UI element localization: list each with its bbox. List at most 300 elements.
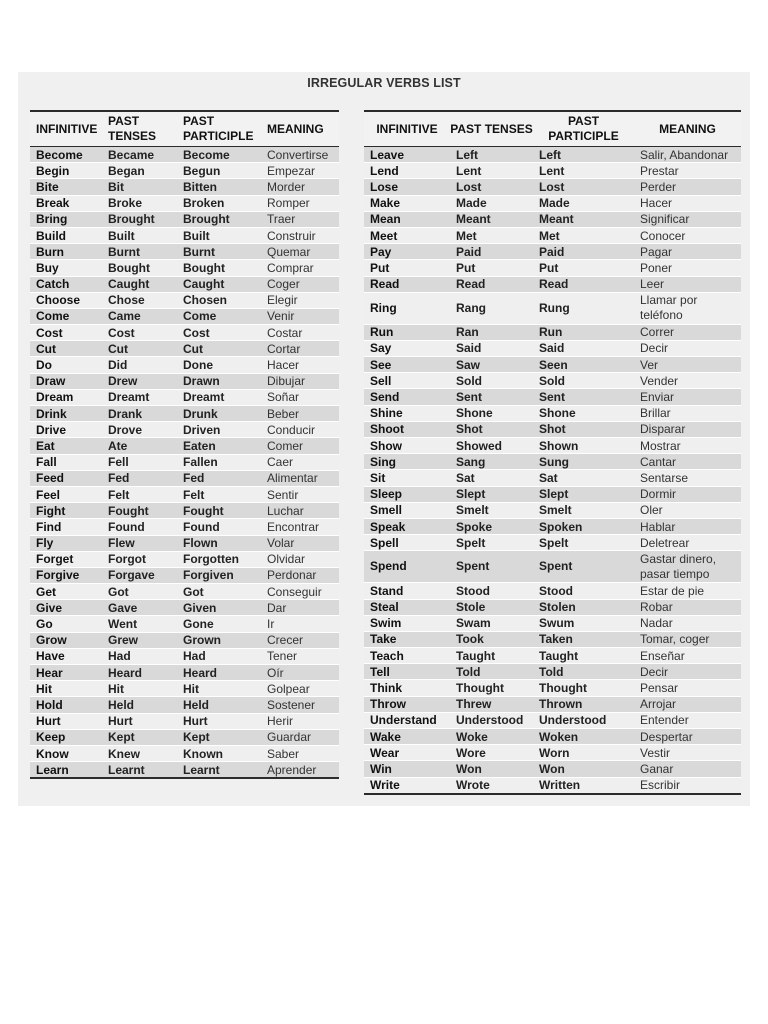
cell-past-participle: Brought bbox=[177, 211, 261, 227]
cell-past-participle: Told bbox=[533, 664, 634, 680]
cell-past-tense: Stood bbox=[450, 583, 533, 599]
cell-meaning: Prestar bbox=[634, 163, 741, 179]
table-row bbox=[364, 712, 741, 728]
cell-past-participle: Bitten bbox=[177, 179, 261, 195]
cell-past-participle: Drunk bbox=[177, 406, 261, 422]
cell-past-participle: Driven bbox=[177, 422, 261, 438]
cell-infinitive: Fall bbox=[30, 454, 102, 470]
cell-past-tense: Spelt bbox=[450, 535, 533, 551]
table-row bbox=[364, 421, 741, 437]
table-row bbox=[30, 681, 339, 697]
cell-past-tense: Forgot bbox=[102, 551, 177, 567]
cell-past-tense: Slept bbox=[450, 486, 533, 502]
cell-past-participle: Worn bbox=[533, 745, 634, 761]
cell-past-participle: Lost bbox=[533, 179, 634, 195]
table-row bbox=[30, 519, 339, 535]
cell-infinitive: Fight bbox=[30, 503, 102, 519]
cell-meaning: Enseñar bbox=[634, 648, 741, 664]
cell-past-participle: Known bbox=[177, 745, 261, 761]
table-row bbox=[364, 761, 741, 777]
cell-past-tense: Cost bbox=[102, 325, 177, 341]
cell-meaning: Comprar bbox=[261, 260, 339, 276]
cell-infinitive: Swim bbox=[364, 615, 450, 631]
cell-infinitive: Cut bbox=[30, 341, 102, 357]
table-row bbox=[364, 729, 741, 745]
cell-meaning: Correr bbox=[634, 324, 741, 340]
cell-meaning: Hacer bbox=[261, 357, 339, 373]
cell-past-tense: Ate bbox=[102, 438, 177, 454]
cell-past-tense: Brought bbox=[102, 211, 177, 227]
table-row bbox=[364, 648, 741, 664]
cell-past-participle: Shone bbox=[533, 405, 634, 421]
cell-past-participle: Forgotten bbox=[177, 551, 261, 567]
cell-past-tense: Left bbox=[450, 147, 533, 163]
cell-infinitive: Read bbox=[364, 276, 450, 292]
cell-past-participle: Got bbox=[177, 584, 261, 600]
cell-past-tense: Spoke bbox=[450, 518, 533, 534]
cell-past-tense: Fought bbox=[102, 503, 177, 519]
table-row bbox=[30, 551, 339, 567]
cell-past-participle: Woken bbox=[533, 729, 634, 745]
cell-meaning: Beber bbox=[261, 406, 339, 422]
table-row bbox=[364, 615, 741, 631]
cell-past-tense: Swam bbox=[450, 615, 533, 631]
cell-past-tense: Began bbox=[102, 163, 177, 179]
cell-past-participle: Felt bbox=[177, 486, 261, 502]
cell-past-participle: Forgiven bbox=[177, 567, 261, 583]
cell-meaning: Decir bbox=[634, 340, 741, 356]
cell-past-tense: Cut bbox=[102, 341, 177, 357]
cell-meaning: Morder bbox=[261, 179, 339, 195]
table-row bbox=[30, 454, 339, 470]
cell-past-participle: Shot bbox=[533, 421, 634, 437]
cell-past-tense: Fell bbox=[102, 454, 177, 470]
cell-infinitive: Lend bbox=[364, 163, 450, 179]
cell-infinitive: Pay bbox=[364, 244, 450, 260]
cell-past-tense: Saw bbox=[450, 357, 533, 373]
cell-meaning: Arrojar bbox=[634, 696, 741, 712]
cell-meaning: Oír bbox=[261, 665, 339, 681]
table-row bbox=[364, 631, 741, 647]
cell-past-tense: Lost bbox=[450, 179, 533, 195]
cell-past-participle: Stood bbox=[533, 583, 634, 599]
cell-meaning: Deletrear bbox=[634, 535, 741, 551]
cell-meaning: Decir bbox=[634, 664, 741, 680]
table-row bbox=[30, 341, 339, 357]
table-row bbox=[30, 535, 339, 551]
cell-past-participle: Left bbox=[533, 147, 634, 163]
table-row bbox=[364, 227, 741, 243]
header-infinitive: INFINITIVE bbox=[30, 111, 102, 147]
cell-past-tense: Had bbox=[102, 648, 177, 664]
cell-past-participle: Burnt bbox=[177, 244, 261, 260]
cell-meaning: Vender bbox=[634, 373, 741, 389]
cell-past-tense: Won bbox=[450, 761, 533, 777]
cell-infinitive: Wear bbox=[364, 745, 450, 761]
cell-infinitive: Hit bbox=[30, 681, 102, 697]
cell-meaning: Conseguir bbox=[261, 584, 339, 600]
table-row bbox=[30, 438, 339, 454]
cell-meaning: Estar de pie bbox=[634, 583, 741, 599]
table-row bbox=[30, 195, 339, 211]
cell-infinitive: Take bbox=[364, 631, 450, 647]
cell-infinitive: Leave bbox=[364, 147, 450, 163]
cell-infinitive: Show bbox=[364, 438, 450, 454]
cell-past-tense: Understood bbox=[450, 712, 533, 728]
cell-past-participle: Spelt bbox=[533, 535, 634, 551]
cell-meaning: Comer bbox=[261, 438, 339, 454]
cell-infinitive: Teach bbox=[364, 648, 450, 664]
cell-past-tense: Paid bbox=[450, 244, 533, 260]
cell-infinitive: Burn bbox=[30, 244, 102, 260]
cell-past-participle: Written bbox=[533, 777, 634, 794]
cell-past-tense: Said bbox=[450, 340, 533, 356]
cell-meaning: Vestir bbox=[634, 745, 741, 761]
cell-past-participle: Fed bbox=[177, 470, 261, 486]
table-row bbox=[30, 244, 339, 260]
table-row bbox=[30, 470, 339, 486]
cell-infinitive: Sell bbox=[364, 373, 450, 389]
cell-infinitive: Drive bbox=[30, 422, 102, 438]
cell-past-participle: Held bbox=[177, 697, 261, 713]
cell-infinitive: Grow bbox=[30, 632, 102, 648]
table-row bbox=[30, 486, 339, 502]
table-row bbox=[30, 600, 339, 616]
cell-past-participle: Slept bbox=[533, 486, 634, 502]
cell-past-participle: Lent bbox=[533, 163, 634, 179]
cell-meaning: Tomar, coger bbox=[634, 631, 741, 647]
cell-past-participle: Taught bbox=[533, 648, 634, 664]
table-row bbox=[364, 745, 741, 761]
table-header-row bbox=[364, 111, 741, 147]
cell-infinitive: Go bbox=[30, 616, 102, 632]
cell-infinitive: Ring bbox=[364, 292, 450, 324]
cell-past-participle: Bought bbox=[177, 260, 261, 276]
cell-infinitive: Spend bbox=[364, 551, 450, 583]
cell-past-tense: Went bbox=[102, 616, 177, 632]
cell-infinitive: Sit bbox=[364, 470, 450, 486]
table-row bbox=[30, 697, 339, 713]
cell-past-tense: Grew bbox=[102, 632, 177, 648]
table-row bbox=[364, 405, 741, 421]
cell-infinitive: Mean bbox=[364, 211, 450, 227]
cell-meaning: Pensar bbox=[634, 680, 741, 696]
cell-past-tense: Read bbox=[450, 276, 533, 292]
cell-infinitive: Begin bbox=[30, 163, 102, 179]
cell-meaning: Ver bbox=[634, 357, 741, 373]
cell-infinitive: Smell bbox=[364, 502, 450, 518]
table-row bbox=[364, 583, 741, 599]
cell-meaning: Pagar bbox=[634, 244, 741, 260]
cell-past-tense: Drew bbox=[102, 373, 177, 389]
cell-past-tense: Forgave bbox=[102, 567, 177, 583]
cell-meaning: Golpear bbox=[261, 681, 339, 697]
cell-meaning: Sostener bbox=[261, 697, 339, 713]
cell-meaning: Gastar dinero, pasar tiempo bbox=[634, 551, 741, 583]
cell-infinitive: Hurt bbox=[30, 713, 102, 729]
cell-past-participle: Done bbox=[177, 357, 261, 373]
cell-infinitive: See bbox=[364, 357, 450, 373]
cell-meaning: Oler bbox=[634, 502, 741, 518]
table-row bbox=[30, 745, 339, 761]
table-row bbox=[30, 616, 339, 632]
cell-past-participle: Smelt bbox=[533, 502, 634, 518]
cell-past-tense: Stole bbox=[450, 599, 533, 615]
cell-past-tense: Bought bbox=[102, 260, 177, 276]
cell-meaning: Coger bbox=[261, 276, 339, 292]
cell-past-participle: Found bbox=[177, 519, 261, 535]
cell-past-tense: Heard bbox=[102, 665, 177, 681]
cell-meaning: Convertirse bbox=[261, 147, 339, 163]
table-row bbox=[364, 777, 741, 794]
table-row bbox=[30, 567, 339, 583]
cell-infinitive: Give bbox=[30, 600, 102, 616]
header-meaning: MEANING bbox=[261, 111, 339, 147]
cell-infinitive: Stand bbox=[364, 583, 450, 599]
cell-meaning: Volar bbox=[261, 535, 339, 551]
cell-past-participle: Caught bbox=[177, 276, 261, 292]
cell-past-participle: Seen bbox=[533, 357, 634, 373]
cell-infinitive: Sing bbox=[364, 454, 450, 470]
cell-past-tense: Gave bbox=[102, 600, 177, 616]
table-row bbox=[30, 713, 339, 729]
cell-meaning: Sentarse bbox=[634, 470, 741, 486]
header-past-participle: PAST PARTICIPLE bbox=[177, 111, 261, 147]
cell-past-tense: Hurt bbox=[102, 713, 177, 729]
cell-meaning: Olvidar bbox=[261, 551, 339, 567]
cell-past-participle: Thrown bbox=[533, 696, 634, 712]
cell-meaning: Alimentar bbox=[261, 470, 339, 486]
cell-meaning: Nadar bbox=[634, 615, 741, 631]
cell-meaning: Escribir bbox=[634, 777, 741, 794]
table-row bbox=[30, 762, 339, 779]
table-row bbox=[364, 664, 741, 680]
cell-meaning: Venir bbox=[261, 308, 339, 324]
cell-meaning: Soñar bbox=[261, 389, 339, 405]
cell-infinitive: Wake bbox=[364, 729, 450, 745]
cell-infinitive: Catch bbox=[30, 276, 102, 292]
cell-meaning: Dormir bbox=[634, 486, 741, 502]
table-row bbox=[30, 584, 339, 600]
cell-meaning: Perdonar bbox=[261, 567, 339, 583]
table-row bbox=[364, 454, 741, 470]
table-row bbox=[30, 227, 339, 243]
cell-past-tense: Wrote bbox=[450, 777, 533, 794]
cell-past-participle: Fought bbox=[177, 503, 261, 519]
cell-past-tense: Sang bbox=[450, 454, 533, 470]
table-row bbox=[364, 340, 741, 356]
table-row bbox=[30, 260, 339, 276]
cell-meaning: Robar bbox=[634, 599, 741, 615]
cell-past-participle: Drawn bbox=[177, 373, 261, 389]
cell-past-tense: Built bbox=[102, 227, 177, 243]
cell-past-tense: Taught bbox=[450, 648, 533, 664]
cell-infinitive: Throw bbox=[364, 696, 450, 712]
cell-past-participle: Begun bbox=[177, 163, 261, 179]
cell-meaning: Llamar por teléfono bbox=[634, 292, 741, 324]
cell-past-participle: Hit bbox=[177, 681, 261, 697]
cell-past-tense: Kept bbox=[102, 729, 177, 745]
cell-infinitive: Buy bbox=[30, 260, 102, 276]
table-row bbox=[30, 503, 339, 519]
cell-meaning: Hablar bbox=[634, 518, 741, 534]
cell-past-tense: Woke bbox=[450, 729, 533, 745]
cell-meaning: Perder bbox=[634, 179, 741, 195]
cell-meaning: Luchar bbox=[261, 503, 339, 519]
table-row bbox=[30, 163, 339, 179]
table-row bbox=[364, 599, 741, 615]
cell-past-participle: Said bbox=[533, 340, 634, 356]
table-row bbox=[30, 632, 339, 648]
cell-infinitive: Spell bbox=[364, 535, 450, 551]
table-row bbox=[30, 357, 339, 373]
cell-infinitive: Think bbox=[364, 680, 450, 696]
cell-past-participle: Had bbox=[177, 648, 261, 664]
cell-past-tense: Ran bbox=[450, 324, 533, 340]
cell-infinitive: Come bbox=[30, 308, 102, 324]
cell-past-tense: Burnt bbox=[102, 244, 177, 260]
table-row bbox=[30, 211, 339, 227]
table-row bbox=[30, 373, 339, 389]
table-row bbox=[364, 179, 741, 195]
table-row bbox=[30, 325, 339, 341]
cell-infinitive: Keep bbox=[30, 729, 102, 745]
cell-infinitive: Bite bbox=[30, 179, 102, 195]
cell-infinitive: Forget bbox=[30, 551, 102, 567]
cell-infinitive: Draw bbox=[30, 373, 102, 389]
cell-infinitive: Fly bbox=[30, 535, 102, 551]
cell-past-participle: Grown bbox=[177, 632, 261, 648]
cell-past-participle: Made bbox=[533, 195, 634, 211]
cell-infinitive: Build bbox=[30, 227, 102, 243]
cell-past-tense: Showed bbox=[450, 438, 533, 454]
cell-meaning: Guardar bbox=[261, 729, 339, 745]
cell-meaning: Disparar bbox=[634, 421, 741, 437]
cell-past-participle: Chosen bbox=[177, 292, 261, 308]
table-row bbox=[30, 422, 339, 438]
table-row bbox=[364, 244, 741, 260]
cell-infinitive: Say bbox=[364, 340, 450, 356]
cell-past-participle: Read bbox=[533, 276, 634, 292]
cell-meaning: Conducir bbox=[261, 422, 339, 438]
cell-past-tense: Thought bbox=[450, 680, 533, 696]
cell-past-tense: Knew bbox=[102, 745, 177, 761]
table-row bbox=[364, 680, 741, 696]
cell-meaning: Romper bbox=[261, 195, 339, 211]
cell-past-participle: Cost bbox=[177, 325, 261, 341]
cell-past-tense: Did bbox=[102, 357, 177, 373]
cell-past-tense: Threw bbox=[450, 696, 533, 712]
cell-past-participle: Flown bbox=[177, 535, 261, 551]
cell-past-tense: Chose bbox=[102, 292, 177, 308]
cell-past-tense: Rang bbox=[450, 292, 533, 324]
cell-meaning: Traer bbox=[261, 211, 339, 227]
table-row bbox=[30, 665, 339, 681]
cell-past-participle: Won bbox=[533, 761, 634, 777]
table-row bbox=[364, 696, 741, 712]
cell-past-tense: Got bbox=[102, 584, 177, 600]
cell-infinitive: Understand bbox=[364, 712, 450, 728]
cell-past-tense: Shone bbox=[450, 405, 533, 421]
cell-meaning: Enviar bbox=[634, 389, 741, 405]
cell-meaning: Cortar bbox=[261, 341, 339, 357]
cell-past-participle: Dreamt bbox=[177, 389, 261, 405]
cell-past-participle: Put bbox=[533, 260, 634, 276]
cell-past-participle: Spoken bbox=[533, 518, 634, 534]
cell-infinitive: Make bbox=[364, 195, 450, 211]
verbs-table-right-body bbox=[364, 147, 741, 794]
verbs-table-left bbox=[30, 110, 339, 779]
cell-infinitive: Hear bbox=[30, 665, 102, 681]
cell-meaning: Construir bbox=[261, 227, 339, 243]
table-row bbox=[364, 551, 741, 583]
cell-past-participle: Broken bbox=[177, 195, 261, 211]
cell-meaning: Entender bbox=[634, 712, 741, 728]
table-row bbox=[364, 163, 741, 179]
cell-infinitive: Feed bbox=[30, 470, 102, 486]
cell-past-participle: Gone bbox=[177, 616, 261, 632]
cell-meaning: Salir, Abandonar bbox=[634, 147, 741, 163]
cell-infinitive: Send bbox=[364, 389, 450, 405]
table-row bbox=[30, 389, 339, 405]
cell-meaning: Elegir bbox=[261, 292, 339, 308]
header-past-participle: PAST PARTICIPLE bbox=[533, 111, 634, 147]
cell-past-participle: Sung bbox=[533, 454, 634, 470]
table-row bbox=[30, 648, 339, 664]
table-row bbox=[364, 535, 741, 551]
cell-past-tense: Found bbox=[102, 519, 177, 535]
cell-past-participle: Kept bbox=[177, 729, 261, 745]
cell-meaning: Caer bbox=[261, 454, 339, 470]
verbs-table-left-body bbox=[30, 147, 339, 779]
cell-infinitive: Become bbox=[30, 147, 102, 163]
cell-past-participle: Come bbox=[177, 308, 261, 324]
cell-infinitive: Run bbox=[364, 324, 450, 340]
cell-past-participle: Sold bbox=[533, 373, 634, 389]
cell-infinitive: Choose bbox=[30, 292, 102, 308]
cell-past-tense: Put bbox=[450, 260, 533, 276]
table-row bbox=[364, 438, 741, 454]
cell-past-tense: Felt bbox=[102, 486, 177, 502]
cell-infinitive: Meet bbox=[364, 227, 450, 243]
cell-past-tense: Meant bbox=[450, 211, 533, 227]
cell-past-participle: Given bbox=[177, 600, 261, 616]
cell-past-tense: Fed bbox=[102, 470, 177, 486]
cell-past-tense: Held bbox=[102, 697, 177, 713]
cell-meaning: Ganar bbox=[634, 761, 741, 777]
table-row bbox=[364, 260, 741, 276]
cell-past-participle: Built bbox=[177, 227, 261, 243]
cell-infinitive: Forgive bbox=[30, 567, 102, 583]
cell-past-tense: Told bbox=[450, 664, 533, 680]
cell-past-tense: Made bbox=[450, 195, 533, 211]
cell-past-participle: Cut bbox=[177, 341, 261, 357]
cell-infinitive: Eat bbox=[30, 438, 102, 454]
table-row bbox=[364, 470, 741, 486]
cell-past-participle: Taken bbox=[533, 631, 634, 647]
cell-infinitive: Lose bbox=[364, 179, 450, 195]
cell-past-participle: Rung bbox=[533, 292, 634, 324]
cell-infinitive: Do bbox=[30, 357, 102, 373]
cell-past-tense: Sold bbox=[450, 373, 533, 389]
cell-past-tense: Came bbox=[102, 308, 177, 324]
cell-meaning: Leer bbox=[634, 276, 741, 292]
cell-past-participle: Shown bbox=[533, 438, 634, 454]
cell-past-participle: Eaten bbox=[177, 438, 261, 454]
cell-meaning: Significar bbox=[634, 211, 741, 227]
cell-meaning: Saber bbox=[261, 745, 339, 761]
table-row bbox=[364, 373, 741, 389]
